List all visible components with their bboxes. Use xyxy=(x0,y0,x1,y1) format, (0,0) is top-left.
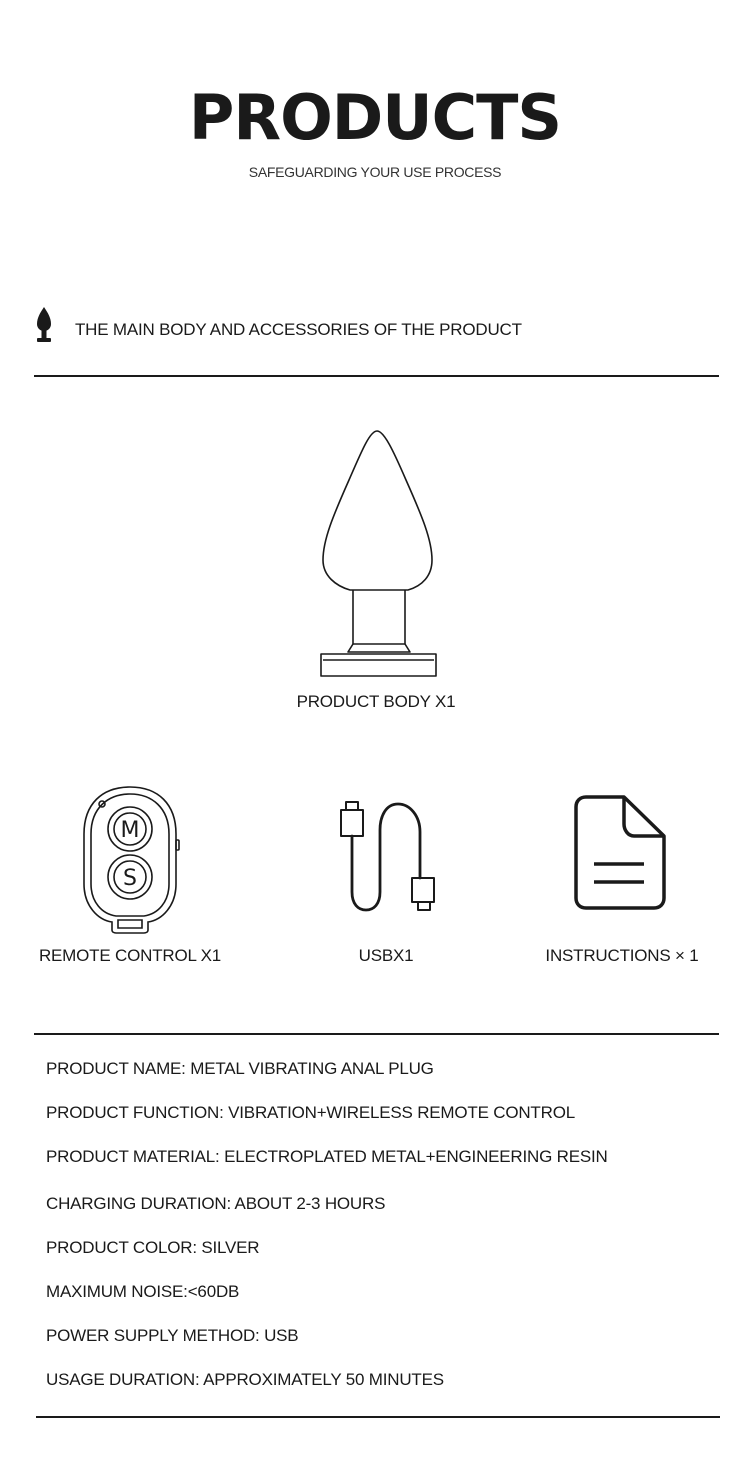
usb-label: USBX1 xyxy=(358,946,414,965)
section-heading xyxy=(34,306,724,346)
remote-s-button-label: S xyxy=(123,866,137,891)
page-subtitle: SAFEGUARDING YOUR USE PROCESS xyxy=(248,164,502,180)
spec-charging-duration: CHARGING DURATION: ABOUT 2-3 HOURS xyxy=(46,1194,386,1213)
spade-plug-icon xyxy=(34,306,54,344)
usb-cable-icon xyxy=(336,800,440,916)
spec-usage-duration: USAGE DURATION: APPROXIMATELY 50 MINUTES xyxy=(46,1370,444,1389)
spec-product-material: PRODUCT MATERIAL: ELECTROPLATED METAL+ENGINEERING RESIN xyxy=(46,1147,608,1166)
instructions-label: INSTRUCTIONS × 1 xyxy=(545,946,699,965)
spec-product-color: PRODUCT COLOR: SILVER xyxy=(46,1238,260,1257)
product-body-label: PRODUCT BODY X1 xyxy=(296,692,456,711)
product-body-icon xyxy=(318,428,440,680)
spec-maximum-noise: MAXIMUM NOISE:<60DB xyxy=(46,1282,240,1301)
specs-bottom-divider xyxy=(36,1416,720,1418)
remote-control-label: REMOTE CONTROL X1 xyxy=(38,946,222,965)
remote-m-button-label: M xyxy=(120,818,140,843)
spec-product-name: PRODUCT NAME: METAL VIBRATING ANAL PLUG xyxy=(46,1059,434,1078)
spec-power-supply: POWER SUPPLY METHOD: USB xyxy=(46,1326,299,1345)
section-label: THE MAIN BODY AND ACCESSORIES OF THE PRODUCT xyxy=(75,320,522,339)
page-title: PRODUCTS xyxy=(188,81,562,154)
document-icon xyxy=(572,794,668,912)
section-divider xyxy=(34,375,719,377)
specs-top-divider xyxy=(34,1033,719,1035)
remote-control-icon xyxy=(78,784,182,936)
spec-product-function: PRODUCT FUNCTION: VIBRATION+WIRELESS REMOTE CONTROL xyxy=(46,1103,575,1122)
